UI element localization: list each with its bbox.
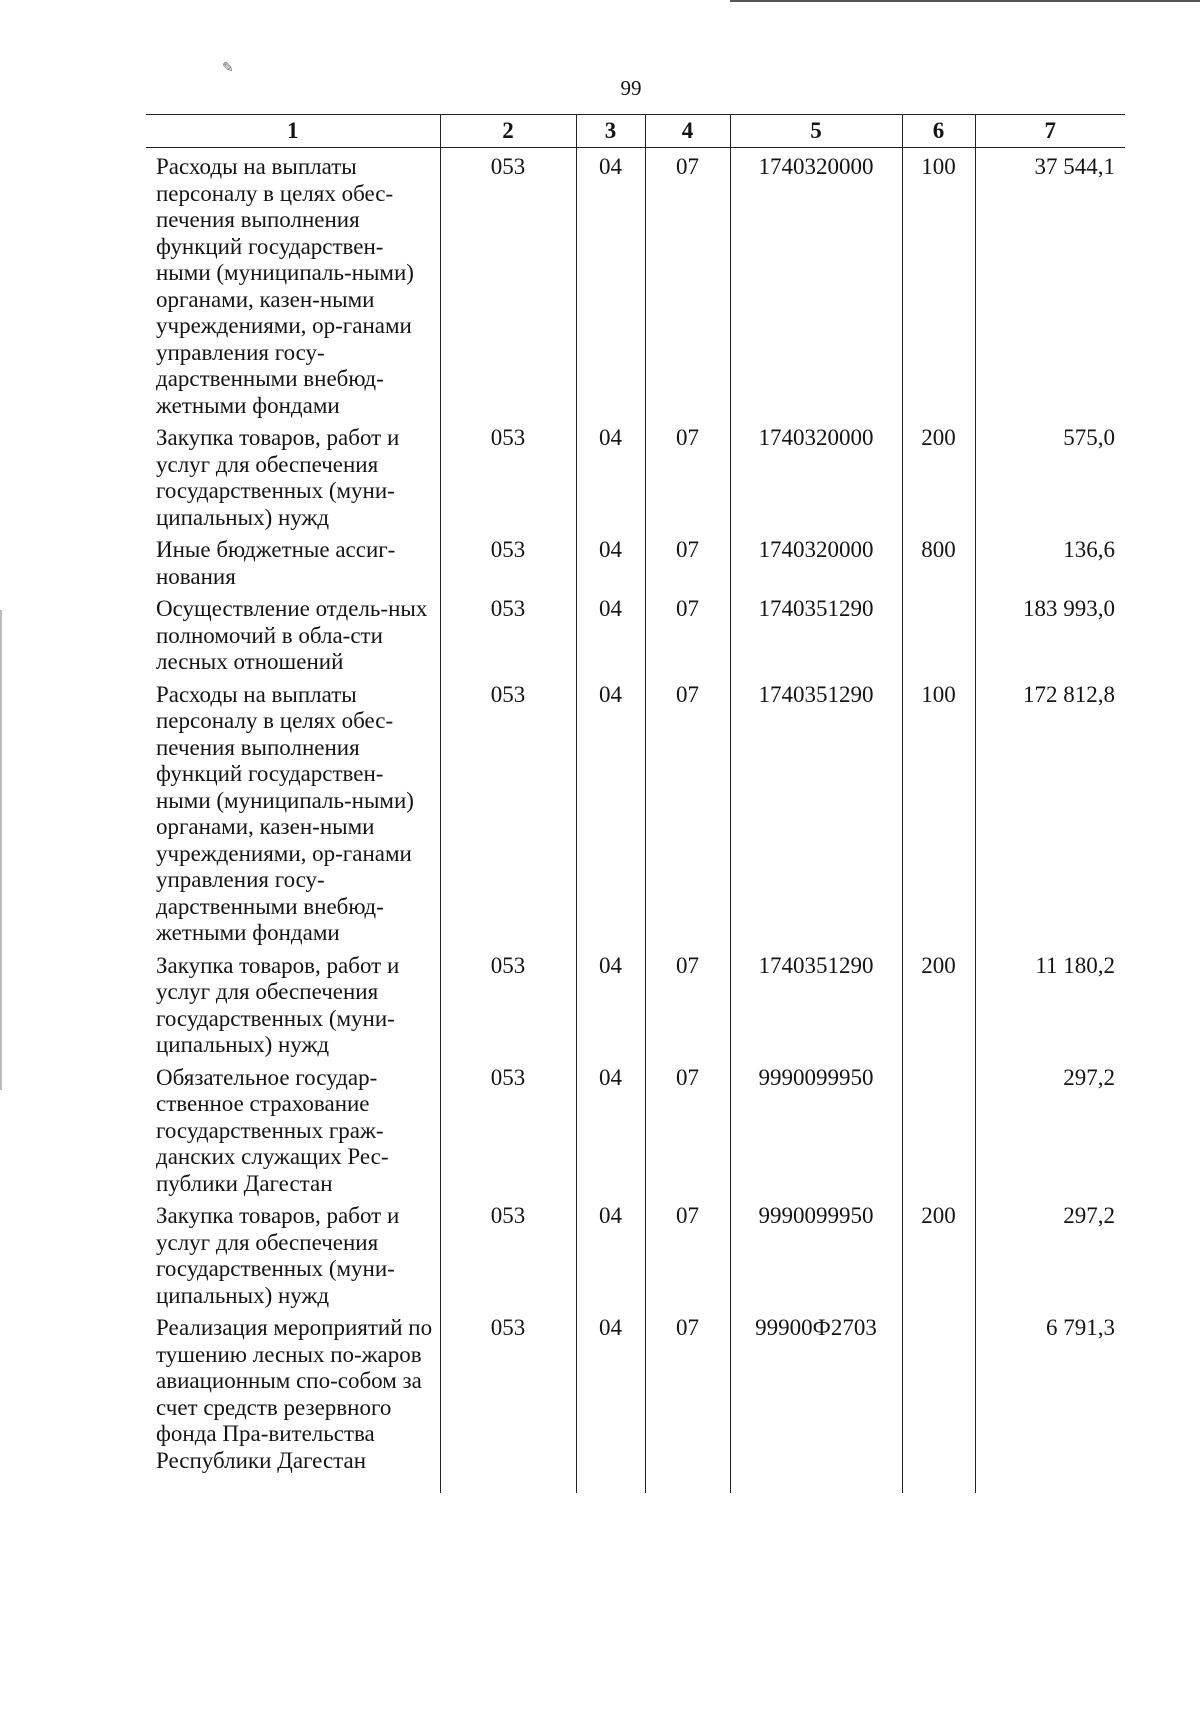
column-header: 1 [146,115,440,148]
table-row [146,947,1125,1059]
expense-name-cell: Расходы на выплаты персоналу в целях обес-печения выполнения функций государствен-ными (муниципаль-ными) органами, казен-ными учреждениями, ор-ганами управления госу-дарственными внебюд-жетными фондами [156,154,414,418]
ministry-code-cell: 053 [440,676,576,947]
subsection-code-cell: 07 [645,947,730,1059]
expense-name-cell: Закупка товаров, работ и услуг для обеспечения государственных (муни-ципальных) нужд [156,952,400,1057]
scan-edge-mark [0,610,2,1090]
scan-mark-glyph: ✎ [222,61,234,76]
target-article-cell: 1740320000 [730,419,902,531]
section-code-cell: 04 [576,419,645,531]
section-code-cell: 04 [576,531,645,590]
scan-top-rule [730,0,1200,2]
table-row [146,419,1125,531]
amount-cell: 575,0 [975,419,1125,531]
expense-name-cell: Закупка товаров, работ и услуг для обеспечения государственных (муни-ципальных) нужд [156,1203,400,1308]
column-header: 2 [440,115,576,148]
ministry-code-cell: 053 [440,590,576,676]
expense-name-cell: Расходы на выплаты персоналу в целях обес-печения выполнения функций государствен-ными (муниципаль-ными) органами, казен-ными учреждениями, ор-ганами управления госу-дарственными внебюд-жетными фондами [156,681,414,945]
expense-type-cell: 100 [902,148,975,420]
amount-cell: 172 812,8 [975,676,1125,947]
expense-type-cell: 200 [902,1197,975,1309]
ministry-code-cell: 053 [440,531,576,590]
section-code-cell: 04 [576,148,645,420]
table-row [146,590,1125,676]
table-row [146,531,1125,590]
table-row [146,676,1125,947]
expense-type-cell [902,1309,975,1493]
subsection-code-cell: 07 [645,531,730,590]
subsection-code-cell: 07 [645,419,730,531]
column-header: 5 [730,115,902,148]
column-header: 3 [576,115,645,148]
expense-type-cell: 800 [902,531,975,590]
expense-type-cell: 200 [902,947,975,1059]
subsection-code-cell: 07 [645,148,730,420]
amount-cell: 297,2 [975,1197,1125,1309]
page-number: 99 [620,76,642,100]
section-code-cell: 04 [576,1059,645,1198]
budget-table [146,114,1125,1493]
table-header-row [146,115,1125,148]
ministry-code-cell: 053 [440,419,576,531]
target-article-cell: 99900Ф2703 [730,1309,902,1493]
column-header: 4 [645,115,730,148]
subsection-code-cell: 07 [645,676,730,947]
section-code-cell: 04 [576,947,645,1059]
subsection-code-cell: 07 [645,1059,730,1198]
column-header: 7 [975,115,1125,148]
expense-type-cell: 100 [902,676,975,947]
target-article-cell: 9990099950 [730,1197,902,1309]
subsection-code-cell: 07 [645,590,730,676]
target-article-cell: 1740351290 [730,676,902,947]
amount-cell: 6 791,3 [975,1309,1125,1493]
section-code-cell: 04 [576,590,645,676]
column-header: 6 [902,115,975,148]
target-article-cell: 1740351290 [730,947,902,1059]
expense-type-cell: 200 [902,419,975,531]
expense-name-cell: Закупка товаров, работ и услуг для обеспечения государственных (муни-ципальных) нужд [156,425,400,530]
target-article-cell: 9990099950 [730,1059,902,1198]
ministry-code-cell: 053 [440,1197,576,1309]
table-row [146,1059,1125,1198]
amount-cell: 183 993,0 [975,590,1125,676]
target-article-cell: 1740320000 [730,531,902,590]
ministry-code-cell: 053 [440,1309,576,1493]
ministry-code-cell: 053 [440,148,576,420]
target-article-cell: 1740320000 [730,148,902,420]
ministry-code-cell: 053 [440,1059,576,1198]
section-code-cell: 04 [576,1309,645,1493]
expense-type-cell [902,1059,975,1198]
subsection-code-cell: 07 [645,1309,730,1493]
ministry-code-cell: 053 [440,947,576,1059]
table-row [146,148,1125,420]
target-article-cell: 1740351290 [730,590,902,676]
subsection-code-cell: 07 [645,1197,730,1309]
expense-name-cell: Обязательное государ-ственное страхование государственных граж-данских служащих Рес-публики Дагестан [156,1064,389,1196]
amount-cell: 136,6 [975,531,1125,590]
amount-cell: 297,2 [975,1059,1125,1198]
expense-name-cell: Реализация мероприятий по тушению лесных по-жаров авиационным спо-собом за счет средств резервного фонда Пра-вительства Республики Дагестан [156,1315,433,1473]
amount-cell: 11 180,2 [975,947,1125,1059]
expense-name-cell: Иные бюджетные ассиг-нования [156,537,396,589]
section-code-cell: 04 [576,676,645,947]
expense-name-cell: Осуществление отдель-ных полномочий в обла-сти лесных отношений [156,596,428,674]
expense-type-cell [902,590,975,676]
amount-cell: 37 544,1 [975,148,1125,420]
table-row [146,1197,1125,1309]
section-code-cell: 04 [576,1197,645,1309]
table-row [146,1309,1125,1493]
